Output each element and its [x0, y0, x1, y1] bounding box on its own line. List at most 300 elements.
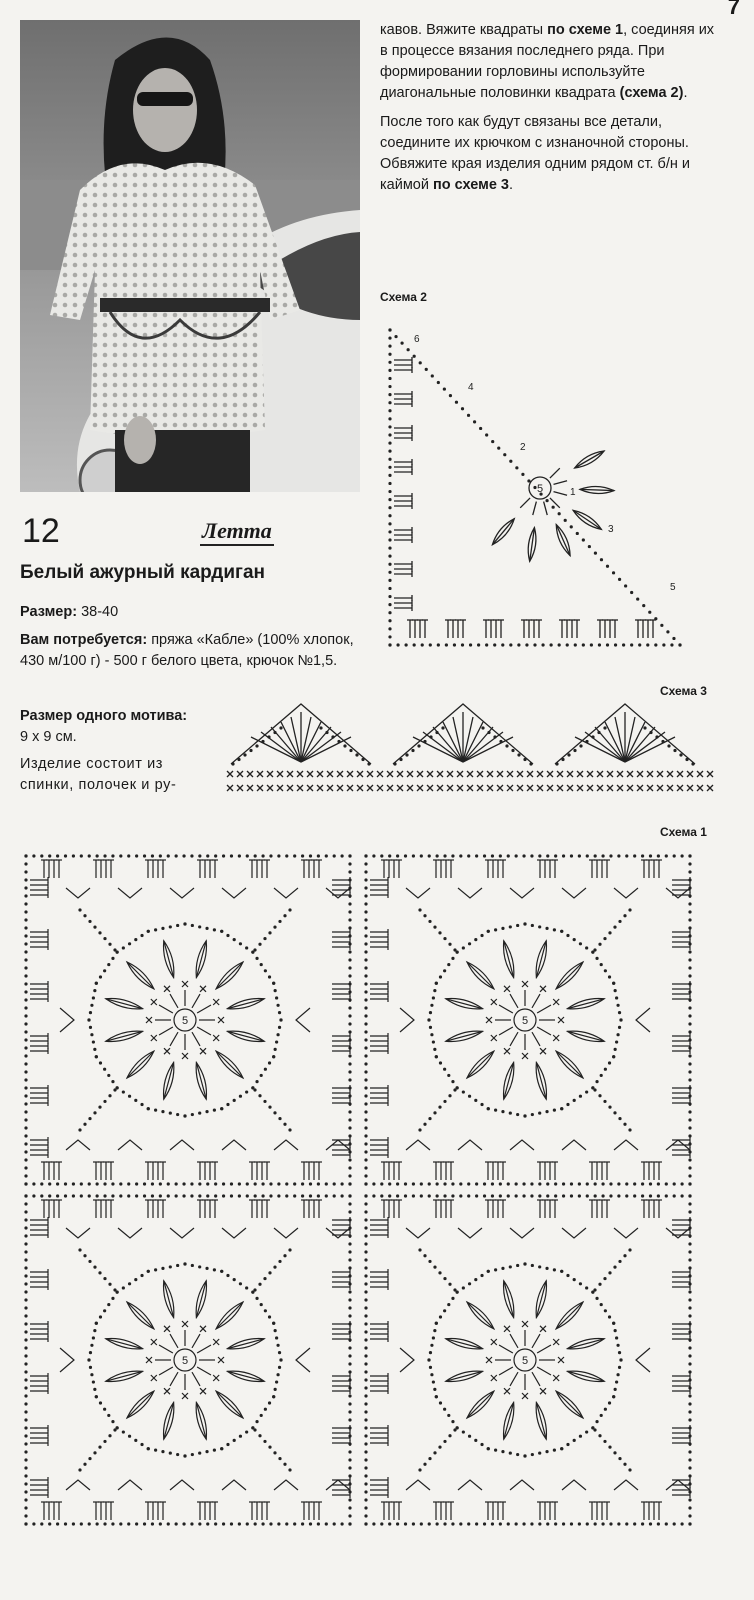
v-stitch — [222, 1228, 246, 1238]
chain-stitch — [64, 854, 67, 857]
chain-stitch — [317, 1194, 320, 1197]
instructions-paragraph-2: После того как будут связаны все детали, соедините их крючком с изнаночной стороны. Обвяжите края изделия одним рядом ст. б/н и каймой по схеме 3. — [380, 114, 691, 193]
chain-stitch — [612, 571, 615, 574]
chain-stitch — [427, 1018, 430, 1021]
chain-stitch — [272, 1395, 275, 1398]
chain-stitch — [183, 1114, 186, 1117]
chain-stitch — [432, 996, 435, 999]
chain-stitch — [364, 910, 367, 913]
chain-stitch — [691, 762, 694, 765]
chain-stitch — [175, 1522, 178, 1525]
chain-stitch — [24, 990, 27, 993]
chain-stitch — [578, 1194, 581, 1197]
chain-stitch — [451, 1522, 454, 1525]
chain-stitch — [206, 1182, 209, 1185]
chain-stitch — [531, 924, 534, 927]
chain-stitch — [198, 1451, 201, 1454]
chain-stitch — [230, 1194, 233, 1197]
chain-stitch — [619, 1358, 622, 1361]
chain-stitch — [119, 1194, 122, 1197]
chain-stitch — [245, 1090, 248, 1093]
chain-stitch — [264, 1068, 267, 1071]
chain-stitch — [641, 1182, 644, 1185]
chain-stitch — [649, 1194, 652, 1197]
chain-stitch — [578, 1522, 581, 1525]
chain-stitch — [361, 758, 364, 761]
chain-stitch — [593, 1428, 596, 1431]
chain-stitch — [24, 1458, 27, 1461]
chain-stitch — [429, 1011, 432, 1014]
radial-stitch — [192, 1334, 200, 1348]
chain-stitch — [340, 1182, 343, 1185]
chain-stitch — [272, 1322, 275, 1325]
chain-stitch — [618, 578, 621, 581]
chain-stitch — [239, 1282, 242, 1285]
chain-stitch — [407, 348, 410, 351]
chain-stitch — [609, 1194, 612, 1197]
chain-stitch — [24, 1250, 27, 1253]
chain-stitch — [83, 1123, 86, 1126]
chain-stitch — [672, 637, 675, 640]
chain-stitch — [688, 1078, 691, 1081]
instructions-paragraph-1: кавов. Вяжите квадраты по схеме 1, соединяя их в процессе вязания последнего ряда. При формировании горловины используйте диагональные половинки квадрата (схема 2). — [380, 22, 715, 101]
chain-stitch — [364, 1490, 367, 1493]
chain-stitch — [333, 1182, 336, 1185]
chain-stitch — [688, 862, 691, 865]
v-stitch — [118, 888, 142, 898]
chain-stitch — [497, 447, 500, 450]
model-number: 12 — [22, 512, 60, 550]
chain-stitch — [24, 1482, 27, 1485]
chain-stitch — [288, 1128, 291, 1131]
chain-stitch — [191, 1113, 194, 1116]
chain-stitch — [680, 1522, 683, 1525]
chain-stitch — [420, 1182, 423, 1185]
chain-stitch — [522, 854, 525, 857]
chain-stitch — [451, 957, 454, 960]
chain-stitch — [233, 1278, 236, 1281]
chain-stitch — [78, 1468, 81, 1471]
chain-stitch — [128, 1435, 131, 1438]
chain-stitch — [348, 902, 351, 905]
chain-stitch — [480, 934, 483, 937]
radial-stitch — [197, 1005, 211, 1013]
radial-stitch — [499, 1027, 513, 1035]
chain-stitch — [388, 611, 391, 614]
chain-stitch — [388, 336, 391, 339]
chain-stitch — [623, 1463, 626, 1466]
chain-stitch — [364, 1506, 367, 1509]
chain-stitch — [348, 1078, 351, 1081]
chain-stitch — [481, 726, 484, 729]
chain-stitch — [364, 950, 367, 953]
chain-stitch — [420, 854, 423, 857]
v-stitch — [274, 1228, 298, 1238]
chain-stitch — [451, 1182, 454, 1185]
chain-stitch — [585, 1090, 588, 1093]
chain-stitch — [451, 854, 454, 857]
chain-stitch — [348, 870, 351, 873]
chain-stitch — [24, 1038, 27, 1041]
v-stitch — [614, 1228, 638, 1238]
chain-stitch — [553, 1109, 556, 1112]
chain-stitch — [273, 926, 276, 929]
chain-stitch — [348, 1054, 351, 1057]
chain-stitch — [570, 525, 573, 528]
chain-stitch — [364, 1514, 367, 1517]
radial-stitch — [554, 481, 568, 485]
radial-stitch — [192, 994, 200, 1008]
chain-stitch — [432, 1336, 435, 1339]
chain-stitch — [283, 914, 286, 917]
radial-stitch — [537, 1367, 551, 1375]
chain-stitch — [95, 982, 98, 985]
chain-stitch — [88, 854, 91, 857]
chain-stitch — [198, 1194, 201, 1197]
chain-stitch — [412, 854, 415, 857]
chain-stitch — [590, 643, 593, 646]
chain-stitch — [579, 942, 582, 945]
chain-stitch — [176, 924, 179, 927]
chain-stitch — [491, 1522, 494, 1525]
chain-stitch — [388, 643, 391, 646]
center-ring-count: 5 — [521, 1355, 529, 1367]
chain-stitch — [545, 1267, 548, 1270]
chain-stitch — [531, 1113, 534, 1116]
chain-stitch — [254, 1522, 257, 1525]
chain-stitch — [176, 1264, 179, 1267]
chain-stitch — [285, 854, 288, 857]
chain-stitch — [285, 1522, 288, 1525]
chain-stitch — [276, 1373, 279, 1376]
chain-stitch — [264, 1408, 267, 1411]
chain-stitch — [276, 1344, 279, 1347]
chain-stitch — [427, 1358, 430, 1361]
chain-stitch — [380, 1522, 383, 1525]
chain-stitch — [213, 928, 216, 931]
chain-stitch — [348, 1290, 351, 1293]
chain-stitch — [364, 1030, 367, 1033]
chain-stitch — [579, 1282, 582, 1285]
chain-stitch — [24, 1426, 27, 1429]
chain-stitch — [598, 943, 601, 946]
chain-stitch — [317, 854, 320, 857]
chain-stitch — [388, 466, 391, 469]
chain-stitch — [688, 1418, 691, 1421]
chain-stitch — [253, 1428, 256, 1431]
chain-stitch — [388, 345, 391, 348]
radial-stitch — [170, 1372, 178, 1386]
chain-stitch — [688, 1514, 691, 1517]
chain-stitch — [103, 1277, 106, 1280]
chain-stitch — [404, 1522, 407, 1525]
chain-stitch — [364, 1330, 367, 1333]
chain-stitch — [364, 1306, 367, 1309]
chain-stitch — [453, 1428, 456, 1431]
chain-stitch — [364, 942, 367, 945]
chain-stitch — [154, 928, 157, 931]
chain-stitch — [641, 854, 644, 857]
chain-stitch — [479, 427, 482, 430]
chain-stitch — [411, 749, 414, 752]
chain-stitch — [570, 1194, 573, 1197]
chain-stitch — [24, 1450, 27, 1453]
row-number: 1 — [570, 487, 576, 498]
radial-stitch — [554, 492, 568, 496]
chain-stitch — [89, 1026, 92, 1029]
chain-stitch — [340, 1194, 343, 1197]
chain-stitch — [278, 1260, 281, 1263]
chain-stitch — [388, 579, 391, 582]
chain-stitch — [364, 990, 367, 993]
chain-stitch — [134, 1278, 137, 1281]
chain-stitch — [541, 643, 544, 646]
chain-stitch — [431, 374, 434, 377]
chain-stitch — [388, 450, 391, 453]
chain-stitch — [595, 957, 598, 960]
chain-stitch — [688, 1258, 691, 1261]
chain-stitch — [688, 1466, 691, 1469]
chain-stitch — [613, 1111, 616, 1114]
chain-stitch — [96, 854, 99, 857]
chain-stitch — [349, 749, 352, 752]
chain-stitch — [255, 957, 258, 960]
chain-stitch — [423, 914, 426, 917]
chain-stitch — [688, 1182, 691, 1185]
v-stitch — [274, 888, 298, 898]
chain-stitch — [24, 966, 27, 969]
chain-stitch — [364, 1402, 367, 1405]
chain-stitch — [364, 878, 367, 881]
chain-stitch — [24, 1394, 27, 1397]
chain-stitch — [558, 643, 561, 646]
chain-stitch — [64, 1182, 67, 1185]
chain-stitch — [485, 433, 488, 436]
chain-stitch — [264, 969, 267, 972]
chain-stitch — [433, 1329, 436, 1332]
chain-stitch — [24, 1402, 27, 1405]
chain-stitch — [89, 1351, 92, 1354]
radial-stitch — [170, 1032, 178, 1046]
chain-stitch — [665, 1194, 668, 1197]
chain-stitch — [288, 1468, 291, 1471]
chain-stitch — [83, 1463, 86, 1466]
chain-stitch — [222, 854, 225, 857]
chain-stitch — [418, 908, 421, 911]
v-stitch — [66, 1140, 90, 1150]
chain-stitch — [107, 1074, 110, 1077]
chain-stitch — [425, 368, 428, 371]
petal-center-line — [573, 510, 601, 529]
chain-stitch — [222, 1522, 225, 1525]
chain-stitch — [135, 854, 138, 857]
chain-stitch — [140, 1274, 143, 1277]
row-number: 4 — [468, 382, 474, 393]
chain-stitch — [24, 1242, 27, 1245]
chain-stitch — [501, 927, 504, 930]
chain-stitch — [348, 1014, 351, 1017]
chain-stitch — [364, 1182, 367, 1185]
materials-value: пряжа «Кабле» (100% хлопок, 430 м/100 г) - 500 г белого цвета, крючок №1,5. — [20, 632, 354, 669]
chain-stitch — [226, 1443, 229, 1446]
radial-stitch — [159, 1005, 173, 1013]
chain-stitch — [560, 930, 563, 933]
chain-stitch — [604, 969, 607, 972]
chain-stitch — [436, 854, 439, 857]
chain-stitch — [343, 744, 346, 747]
chain-stitch — [554, 1522, 557, 1525]
chain-stitch — [567, 753, 570, 756]
chain-stitch — [638, 643, 641, 646]
chain-stitch — [396, 1194, 399, 1197]
chain-stitch — [72, 854, 75, 857]
chain-stitch — [688, 1498, 691, 1501]
chain-stitch — [388, 393, 391, 396]
chain-stitch — [364, 1174, 367, 1177]
chain-stitch — [615, 1380, 618, 1383]
chain-stitch — [503, 453, 506, 456]
chain-stitch — [151, 1194, 154, 1197]
chain-stitch — [364, 894, 367, 897]
chain-stitch — [108, 1094, 111, 1097]
chain-stitch — [633, 854, 636, 857]
chain-stitch — [154, 1449, 157, 1452]
chain-stitch — [108, 943, 111, 946]
chain-stitch — [388, 458, 391, 461]
chain-stitch — [96, 1194, 99, 1197]
chain-stitch — [372, 1194, 375, 1197]
chain-stitch — [595, 1297, 598, 1300]
chain-stitch — [364, 1014, 367, 1017]
v-stitch — [170, 888, 194, 898]
chain-stitch — [688, 966, 691, 969]
chain-stitch — [665, 854, 668, 857]
chain-stitch — [598, 1283, 601, 1286]
chain-stitch — [24, 1094, 27, 1097]
chain-stitch — [190, 1194, 193, 1197]
chain-stitch — [253, 1288, 256, 1291]
chain-stitch — [585, 946, 588, 949]
chain-stitch — [436, 1522, 439, 1525]
chain-stitch — [24, 1522, 27, 1525]
chain-stitch — [364, 862, 367, 865]
petal-center-line — [216, 1302, 243, 1329]
chain-stitch — [93, 926, 96, 929]
chain-stitch — [554, 854, 557, 857]
chain-stitch — [364, 1142, 367, 1145]
chain-stitch — [364, 1458, 367, 1461]
chain-stitch — [167, 1194, 170, 1197]
chain-stitch — [617, 1522, 620, 1525]
model-title: Белый ажурный кардиган — [20, 562, 266, 583]
chain-stitch — [491, 1194, 494, 1197]
chain-stitch — [24, 1314, 27, 1317]
chain-stitch — [24, 878, 27, 881]
chain-stitch — [348, 910, 351, 913]
chain-stitch — [467, 854, 470, 857]
chain-stitch — [159, 1522, 162, 1525]
chain-stitch — [509, 925, 512, 928]
chain-stitch — [191, 1264, 194, 1267]
chain-stitch — [388, 369, 391, 372]
chain-stitch — [688, 1394, 691, 1397]
chain-stitch — [641, 1194, 644, 1197]
chain-stitch — [474, 1099, 477, 1102]
chain-stitch — [688, 1174, 691, 1177]
chain-stitch — [491, 854, 494, 857]
chain-stitch — [268, 1271, 271, 1274]
chain-stitch — [412, 1182, 415, 1185]
chain-stitch — [516, 1264, 519, 1267]
chain-stitch — [515, 1182, 518, 1185]
chain-stitch — [429, 643, 432, 646]
chain-stitch — [348, 1202, 351, 1205]
chain-stitch — [317, 1182, 320, 1185]
chain-stitch — [147, 930, 150, 933]
chain-stitch — [214, 1182, 217, 1185]
row-number: 6 — [414, 334, 420, 345]
center-ring-count: 5 — [181, 1015, 189, 1027]
chain-stitch — [239, 1095, 242, 1098]
chain-stitch — [119, 854, 122, 857]
chain-stitch — [474, 1439, 477, 1442]
chain-stitch — [288, 1248, 291, 1251]
chain-stitch — [388, 401, 391, 404]
chain-stitch — [438, 1271, 441, 1274]
center-ring-count: 5 — [536, 483, 544, 495]
chain-stitch — [111, 854, 114, 857]
chain-stitch — [432, 1040, 435, 1043]
center-ring-count: 5 — [181, 1355, 189, 1367]
chain-stitch — [616, 1004, 619, 1007]
chain-stitch — [317, 1522, 320, 1525]
chain-stitch — [24, 1134, 27, 1137]
chain-stitch — [428, 1117, 431, 1120]
chain-stitch — [603, 1100, 606, 1103]
chain-stitch — [198, 1522, 201, 1525]
petal-center-line — [467, 1051, 494, 1078]
chain-stitch — [423, 1463, 426, 1466]
chain-stitch — [364, 1426, 367, 1429]
petal-center-line — [556, 1302, 583, 1329]
chain-stitch — [24, 1078, 27, 1081]
chain-stitch — [348, 1362, 351, 1365]
chain-stitch — [483, 854, 486, 857]
chain-stitch — [688, 1354, 691, 1357]
chain-stitch — [364, 1434, 367, 1437]
chain-stitch — [48, 1194, 51, 1197]
chain-stitch — [505, 744, 508, 747]
chain-stitch — [553, 1268, 556, 1271]
chain-stitch — [24, 934, 27, 937]
chain-stitch — [24, 1234, 27, 1237]
chain-stitch — [688, 1506, 691, 1509]
chain-stitch — [348, 1354, 351, 1357]
chain-stitch — [24, 1030, 27, 1033]
chain-stitch — [319, 726, 322, 729]
chain-stitch — [24, 1142, 27, 1145]
chain-stitch — [364, 1226, 367, 1229]
chain-stitch — [364, 958, 367, 961]
chain-stitch — [258, 1094, 261, 1097]
chain-stitch — [348, 1314, 351, 1317]
chain-stitch — [198, 1111, 201, 1114]
chain-stitch — [278, 1117, 281, 1120]
chain-stitch — [198, 854, 201, 857]
chain-stitch — [462, 1286, 465, 1289]
petal-center-line — [467, 1391, 494, 1418]
row-number: 3 — [608, 524, 614, 535]
